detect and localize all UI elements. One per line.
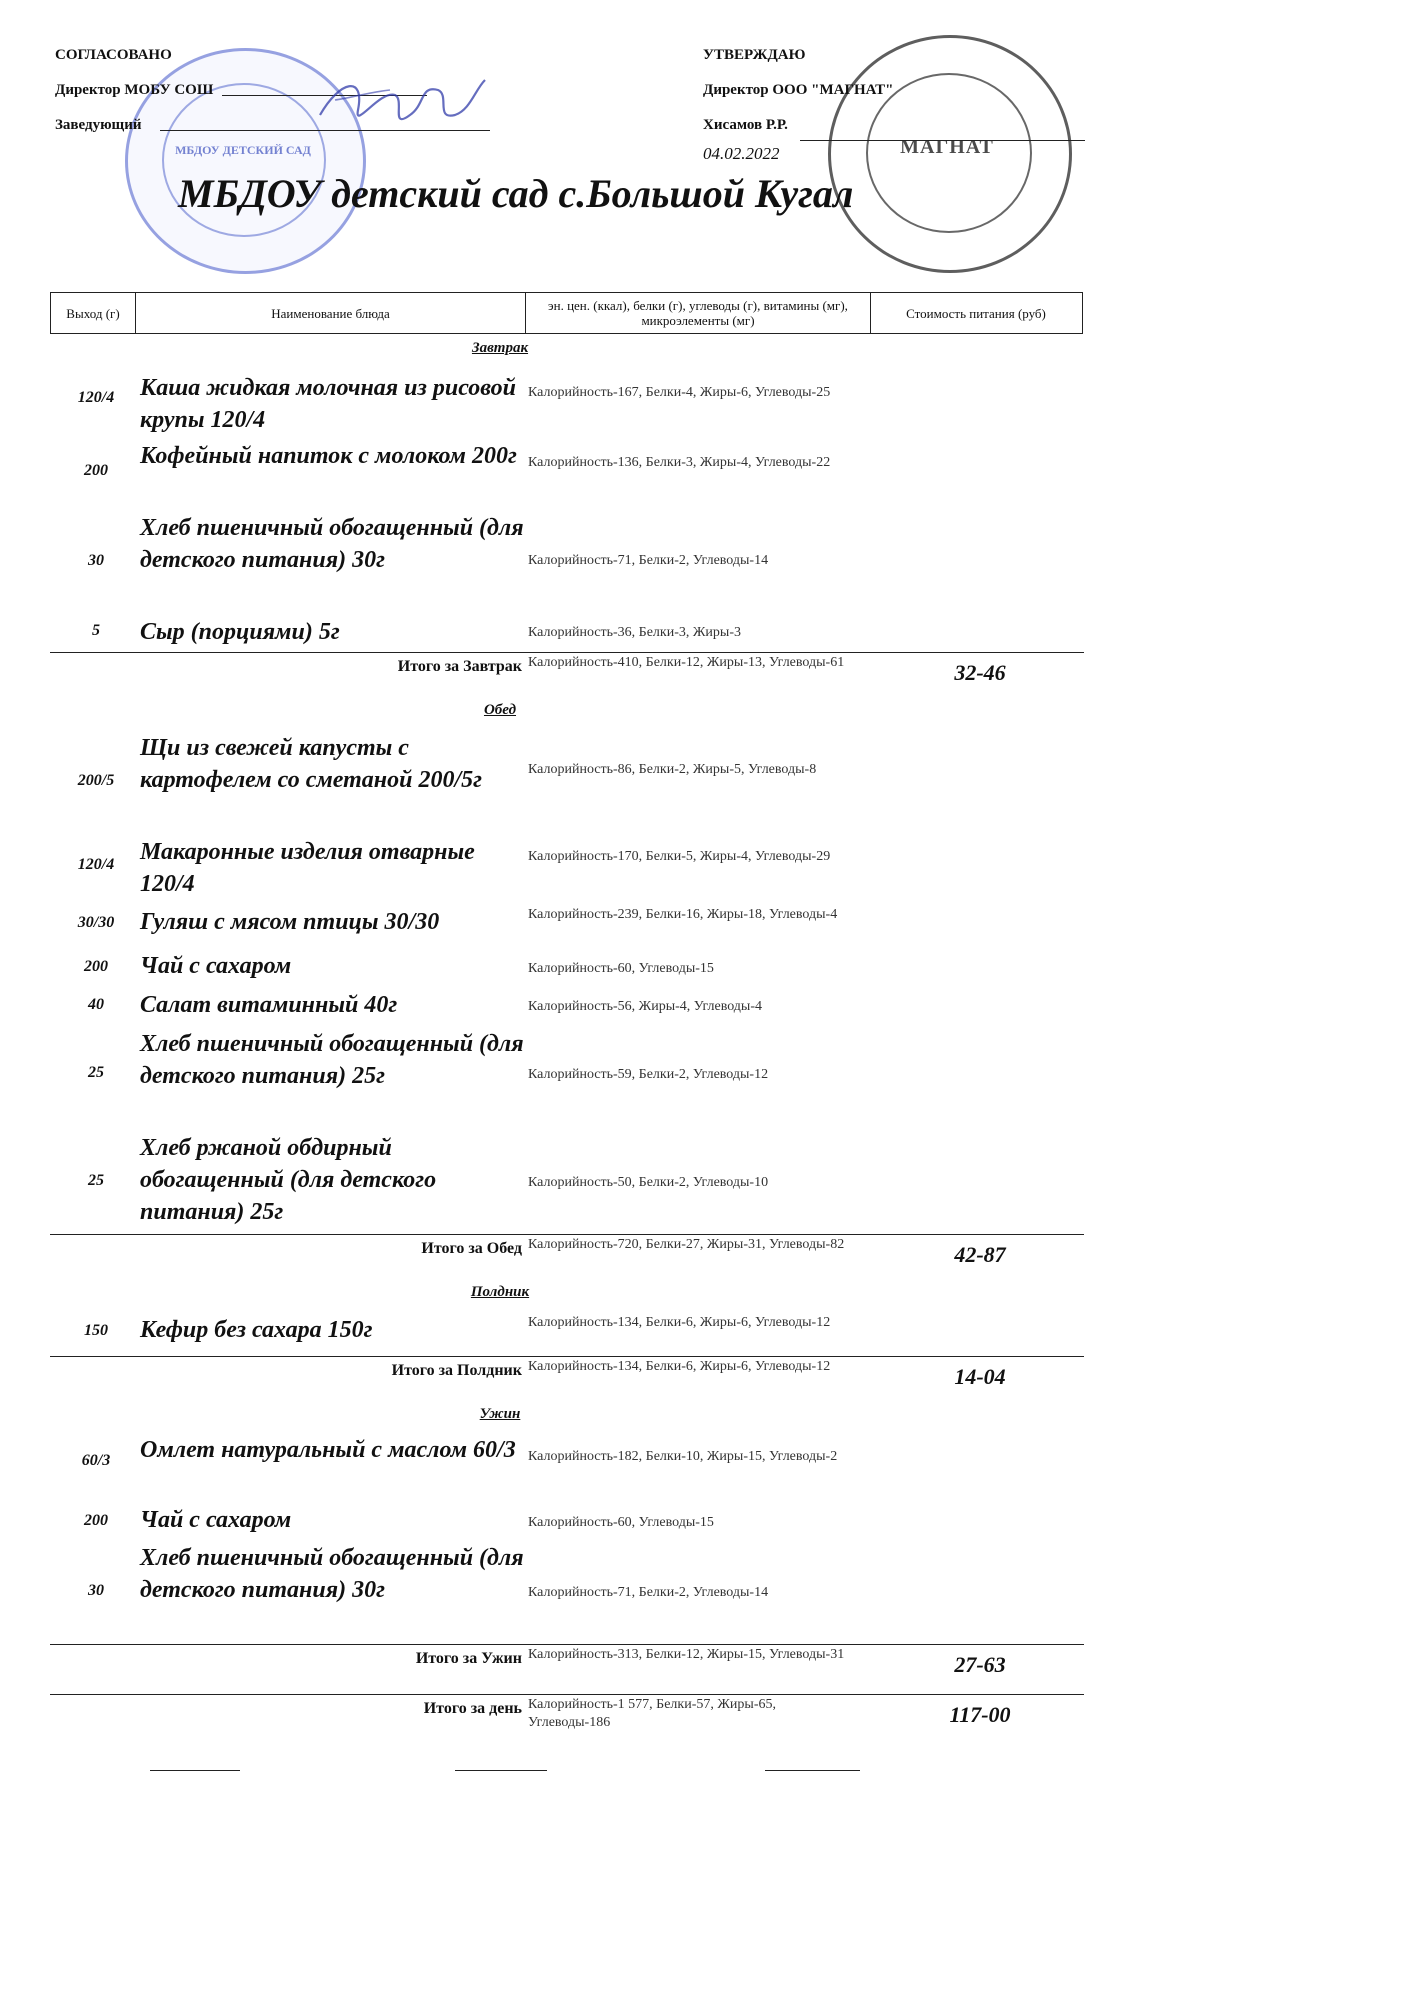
manager-signature (310, 60, 490, 145)
section-title-breakfast: Завтрак (471, 340, 529, 356)
agreed-label: СОГЛАСОВАНО (55, 47, 172, 63)
row-dish: Хлеб ржаной обдирный обогащенный (для детского питания) 25г (140, 1135, 437, 1225)
header-agreed-block (55, 38, 213, 143)
row-dish: Макаронные изделия отварные 120/4 (140, 839, 475, 897)
row-output: 40 (88, 996, 104, 1013)
day-total-nutrition: Калорийность-1 577, Белки-57, Жиры-65, Углеводы-186 (528, 1697, 776, 1730)
row-output: 5 (92, 622, 100, 639)
total-label: Итого за Ужин (415, 1650, 522, 1667)
agreed-manager-label: Заведующий (55, 117, 142, 133)
row-nutrition: Калорийность-134, Белки-6, Жиры-6, Углеводы-12 (528, 1315, 831, 1330)
col-cost-header: Стоимость питания (руб) (906, 305, 1046, 321)
total-cost: 14-04 (954, 1364, 1006, 1389)
row-output: 200 (84, 462, 108, 479)
total-nutrition: Калорийность-134, Белки-6, Жиры-6, Углеводы-12 (528, 1359, 831, 1374)
lunch-total-rule (50, 1234, 1084, 1235)
row-nutrition: Калорийность-167, Белки-4, Жиры-6, Углеводы-25 (528, 385, 831, 400)
approver-signature-line (800, 140, 1085, 141)
row-dish: Салат витаминный 40г (140, 992, 398, 1018)
row-dish: Омлет натуральный с маслом 60/3 (140, 1437, 516, 1463)
row-dish: Кефир без сахара 150г (140, 1317, 373, 1343)
approve-name: Хисамов Р.Р. (703, 117, 788, 133)
kindergarten-seal-text: МБДОУ ДЕТСКИЙ САД (175, 143, 311, 157)
total-cost: 42-87 (954, 1242, 1006, 1267)
row-nutrition: Калорийность-50, Белки-2, Углеводы-10 (528, 1175, 769, 1190)
row-dish: Чай с сахаром (140, 1507, 292, 1533)
header-approve-block (703, 38, 894, 165)
row-nutrition: Калорийность-239, Белки-16, Жиры-18, Углеводы-4 (528, 907, 838, 922)
approve-label: УТВЕРЖДАЮ (703, 47, 806, 63)
row-output: 25 (88, 1172, 104, 1189)
row-output: 25 (88, 1064, 104, 1081)
row-nutrition: Калорийность-71, Белки-2, Углеводы-14 (528, 1585, 769, 1600)
row-output: 30 (88, 552, 104, 569)
row-nutrition: Калорийность-86, Белки-2, Жиры-5, Углеводы-8 (528, 762, 817, 777)
total-nutrition: Калорийность-410, Белки-12, Жиры-13, Углеводы-61 (528, 655, 845, 670)
row-dish: Чай с сахаром (140, 953, 292, 979)
row-nutrition: Калорийность-36, Белки-3, Жиры-3 (528, 625, 741, 640)
row-output: 120/4 (77, 389, 115, 406)
section-title-lunch: Обед (483, 702, 517, 718)
row-nutrition: Калорийность-60, Углеводы-15 (528, 961, 714, 976)
row-nutrition: Калорийность-182, Белки-10, Жиры-15, Углеводы-2 (528, 1449, 838, 1464)
breakfast-total-rule (50, 652, 1084, 653)
approve-date: 04.02.2022 (703, 144, 780, 163)
total-cost: 32-46 (954, 660, 1006, 685)
row-dish: Кофейный напиток с молоком 200г (140, 443, 517, 469)
row-output: 200 (84, 1512, 108, 1529)
total-cost: 27-63 (954, 1652, 1006, 1677)
row-output: 30/30 (77, 914, 115, 931)
total-label: Итого за Полдник (391, 1362, 522, 1379)
agreed-director-label: Директор МОБУ СОШ (55, 82, 214, 98)
row-nutrition: Калорийность-136, Белки-3, Жиры-4, Углеводы-22 (528, 455, 831, 470)
row-dish: Хлеб пшеничный обогащенный (для детского питания) 30г (140, 1545, 524, 1603)
row-nutrition: Калорийность-60, Углеводы-15 (528, 1515, 714, 1530)
signature-line-3 (765, 1770, 860, 1771)
row-output: 120/4 (77, 856, 115, 873)
signature-line-2 (455, 1770, 547, 1771)
row-output: 200/5 (77, 772, 115, 789)
row-output: 60/3 (81, 1452, 111, 1469)
snack-total-rule (50, 1356, 1084, 1357)
row-dish: Сыр (порциями) 5г (140, 619, 340, 645)
row-nutrition: Калорийность-56, Жиры-4, Углеводы-4 (528, 999, 763, 1014)
day-total-rule (50, 1694, 1084, 1695)
row-nutrition: Калорийность-170, Белки-5, Жиры-4, Углеводы-29 (528, 849, 831, 864)
col-output-header: Выход (г) (51, 293, 136, 333)
row-dish: Каша жидкая молочная из рисовой крупы 120/4 (140, 375, 516, 433)
section-title-snack: Полдник (470, 1284, 530, 1300)
day-total-label: Итого за день (423, 1700, 522, 1717)
page-title: МБДОУ детский сад с.Большой Кугал (178, 171, 854, 216)
row-output: 150 (84, 1322, 108, 1339)
total-nutrition: Калорийность-720, Белки-27, Жиры-31, Углеводы-82 (528, 1237, 845, 1252)
row-output: 30 (88, 1582, 104, 1599)
section-title-dinner: Ужин (479, 1406, 521, 1422)
col-nutrition-header: эн. цен. (ккал), белки (г), углеводы (г), витамины (мг), микроэлементы (мг) (526, 293, 871, 333)
row-nutrition: Калорийность-71, Белки-2, Углеводы-14 (528, 553, 769, 568)
row-dish: Щи из свежей капусты с картофелем со сметаной 200/5г (140, 735, 482, 793)
row-dish: Хлеб пшеничный обогащенный (для детского питания) 25г (140, 1031, 524, 1089)
total-nutrition: Калорийность-313, Белки-12, Жиры-15, Углеводы-31 (528, 1647, 845, 1662)
row-output: 200 (84, 958, 108, 975)
col-dish-header: Наименование блюда (136, 293, 526, 333)
company-seal-text: МАГНАТ (900, 136, 994, 158)
total-label: Итого за Завтрак (397, 658, 522, 675)
approve-director-label: Директор ООО "МАГНАТ" (703, 82, 894, 98)
total-label: Итого за Обед (421, 1240, 522, 1257)
row-dish: Хлеб пшеничный обогащенный (для детского питания) 30г (140, 515, 524, 573)
row-nutrition: Калорийность-59, Белки-2, Углеводы-12 (528, 1067, 769, 1082)
row-dish: Гуляш с мясом птицы 30/30 (140, 909, 440, 935)
day-total-cost: 117-00 (949, 1702, 1011, 1727)
signature-line-1 (150, 1770, 240, 1771)
table-header (50, 292, 1083, 334)
dinner-total-rule (50, 1644, 1084, 1645)
